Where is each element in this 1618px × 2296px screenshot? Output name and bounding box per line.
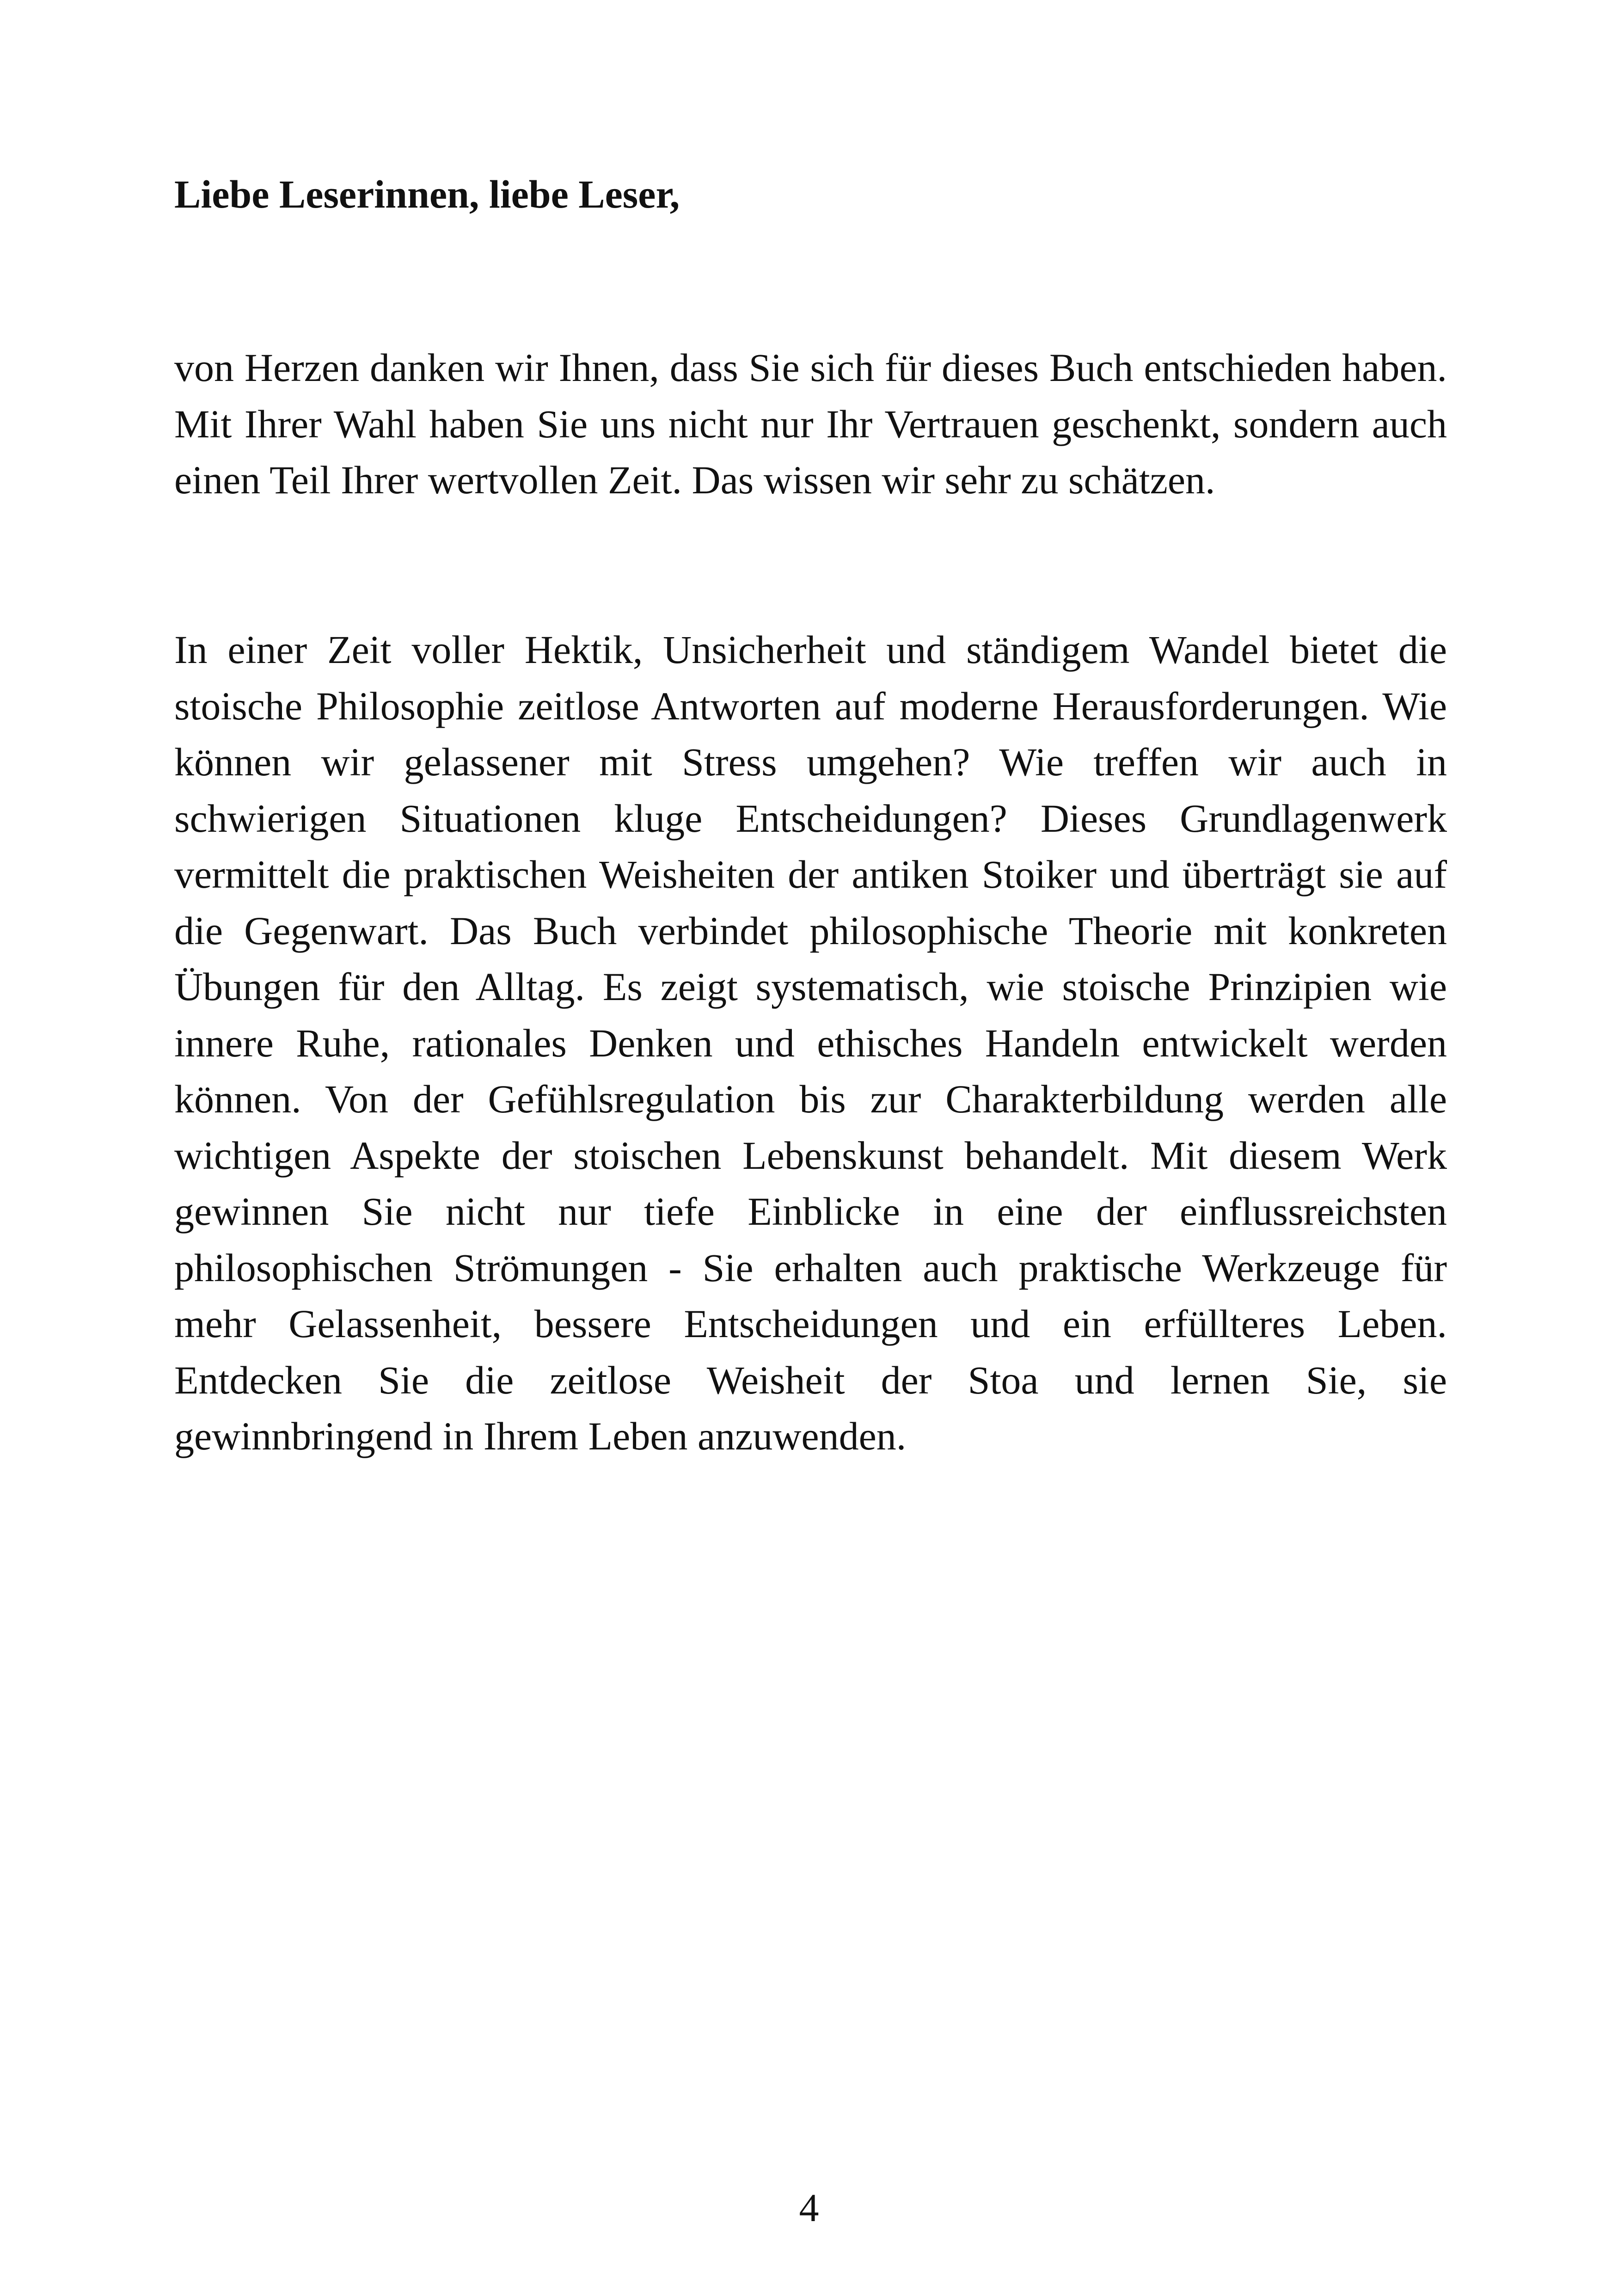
paragraph-book-description: In einer Zeit voller Hektik, Unsicherheit und ständigem Wandel bietet die stoische Philosophie zeitlose Antworten auf moderne Herausforderungen. Wie können wir gelassener mit Stress umgehen? Wie treffen wir auch in schwierigen Situationen kluge Entscheidungen? Dieses Grundlagenwerk vermittelt die praktischen Weisheiten der antiken Stoiker und überträgt sie auf die Gegenwart. Das Buch verbindet philosophische Theorie mit konkreten Übungen für den Alltag. Es zeigt systematisch, wie stoische Prinzipien wie innere Ruhe, rationales Denken und ethisches Handeln entwickelt werden können. Von der Gefühlsregulation bis zur Charakterbildung werden alle wichtigen Aspekte der stoischen Lebenskunst behandelt. Mit diesem Werk gewinnen Sie nicht nur tiefe Einblicke in eine der einflussreichsten philosophischen Strömungen - Sie erhalten auch praktische Werkzeuge für mehr Gelassenheit, bessere Entscheidungen und ein erfüllteres Leben. Entdecken Sie die zeitlose Weisheit der Stoa und lernen Sie, sie gewinnbringend in Ihrem Leben anzuwenden. [174, 627, 1447, 1458]
page-number: 4 [799, 2185, 819, 2230]
salutation-heading: Liebe Leserinnen, liebe Leser, [174, 172, 680, 216]
paragraph-thanks: von Herzen danken wir Ihnen, dass Sie sich für dieses Buch entschieden haben. Mit Ihrer Wahl haben Sie uns nicht nur Ihr Vertrauen geschenkt, sondern auch einen Teil Ihrer wertvollen Zeit. Das wissen wir sehr zu schätzen. [174, 345, 1447, 502]
